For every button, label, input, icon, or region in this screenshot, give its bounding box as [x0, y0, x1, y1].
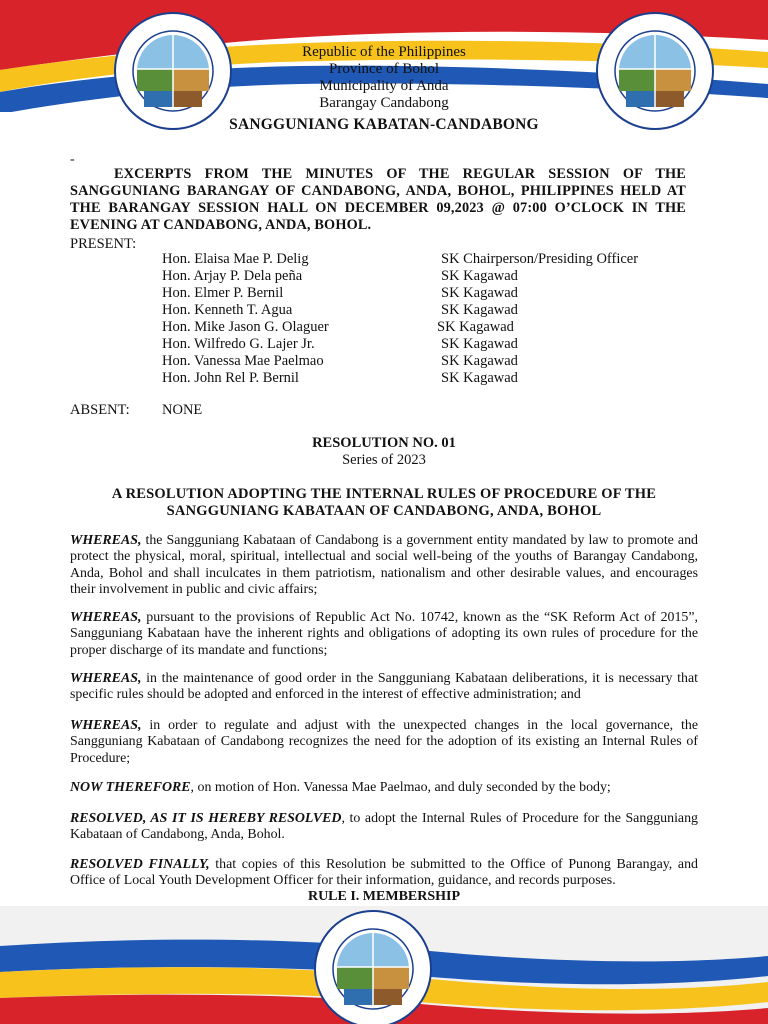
- clause-text: , on motion of Hon. Vanessa Mae Paelmao, and duly seconded by the body;: [190, 780, 611, 795]
- clause-lead: NOW THEREFORE: [70, 780, 191, 795]
- attendee-row: [162, 251, 682, 268]
- attendee-role: SK Kagawad: [441, 336, 518, 352]
- attendee-name: Hon. Arjay P. Dela peña: [162, 268, 303, 284]
- resolution-series: Series of 2023: [342, 452, 426, 468]
- resolved-finally-clause: [70, 857, 698, 890]
- letterhead-province: Province of Bohol: [329, 61, 439, 77]
- attendee-name: Hon. Wilfredo G. Lajer Jr.: [162, 336, 315, 352]
- attendee-name: Hon. Mike Jason G. Olaguer: [162, 319, 329, 335]
- attendee-row: [162, 370, 682, 387]
- attendee-name: Hon. John Rel P. Bernil: [162, 370, 299, 386]
- attendee-list: [162, 251, 682, 387]
- clause-lead: WHEREAS,: [70, 671, 142, 686]
- letterhead: [200, 44, 568, 112]
- letterhead-barangay: Barangay Candabong: [319, 95, 449, 111]
- clause-text: the Sangguniang Kabataan of Candabong is a government entity mandated by law to promote and protect the physical, moral, spiritual, intellectual and social well-being of the youths of Barangay Candabong, Anda, Bohol and shall inculcates in them patriotism, nationalism and other desirable values, and encourages their involvement in public and civic affairs;: [70, 533, 698, 598]
- absent-label: ABSENT:: [70, 402, 130, 418]
- attendee-role: SK Kagawad: [441, 285, 518, 301]
- clause-lead: WHEREAS,: [70, 610, 142, 625]
- attendee-role: SK Kagawad: [441, 353, 518, 369]
- attendee-row: [162, 285, 682, 302]
- attendee-name: Hon. Elmer P. Bernil: [162, 285, 284, 301]
- rule-heading: RULE I. MEMBERSHIP: [307, 889, 461, 904]
- attendee-name: Hon. Kenneth T. Agua: [162, 302, 293, 318]
- attendee-row: [162, 353, 682, 370]
- clause-lead: WHEREAS,: [70, 533, 142, 548]
- barangay-seal-right: [596, 12, 714, 130]
- present-label: PRESENT:: [70, 236, 137, 252]
- council-title: SANGGUNIANG KABATAN-CANDABONG: [229, 116, 539, 133]
- absent-value: NONE: [162, 402, 203, 418]
- resolved-clause: [70, 811, 698, 844]
- clause-lead: RESOLVED, AS IT IS HEREBY RESOLVED: [70, 811, 342, 826]
- letterhead-municipality: Municipality of Anda: [319, 78, 449, 94]
- attendee-role: SK Chairperson/Presiding Officer: [441, 251, 639, 267]
- attendee-row: [162, 319, 682, 336]
- clause-lead: WHEREAS,: [70, 718, 142, 733]
- attendee-row: [162, 302, 682, 319]
- whereas-clause: [70, 533, 698, 599]
- attendee-row: [162, 336, 682, 353]
- resolution-number: RESOLUTION NO. 01: [312, 435, 456, 451]
- resolution-title: A RESOLUTION ADOPTING THE INTERNAL RULES OF PROCEDURE OF THE SANGGUNIANG KABATAAN OF CANDABONG, ANDA, BOHOL: [111, 486, 657, 519]
- clause-text: in order to regulate and adjust with the unexpected changes in the local governance, the Sangguniang Kabataan of Candabong recognizes the need for the adoption of its existing an Internal Rules of Procedure;: [70, 718, 698, 766]
- attendee-role: SK Kagawad: [441, 370, 518, 386]
- attendee-role: SK Kagawad: [441, 268, 518, 284]
- attendee-name: Hon. Vanessa Mae Paelmao: [162, 353, 324, 369]
- attendee-row: [162, 268, 682, 285]
- clause-text: that copies of this Resolution be submitted to the Office of Punong Barangay, and Office of Local Youth Development Officer for their information, guidance, and records purposes.: [70, 857, 698, 889]
- whereas-clause: [70, 671, 698, 704]
- whereas-clause: [70, 610, 698, 659]
- attendee-name: Hon. Elaisa Mae P. Delig: [162, 251, 309, 267]
- dash-mark: -: [70, 152, 75, 167]
- clause-text: in the maintenance of good order in the Sangguniang Kabataan deliberations, it is necessary that specific rules should be adopted and enforced in the interest of effective administration; and: [70, 671, 698, 703]
- clause-text: pursuant to the provisions of Republic Act No. 10742, known as the “SK Reform Act of 2015”, Sangguniang Kabataan have the inherent rights and obligations of adopting its own rules of procedure for the proper discharge of its mandate and functions;: [70, 610, 698, 658]
- minutes-excerpt-heading: EXCERPTS FROM THE MINUTES OF THE REGULAR SESSION OF THE SANGGUNIANG BARANGAY OF CANDABONG, ANDA, BOHOL, PHILIPPINES HELD AT THE BARANGAY SESSION HALL ON DECEMBER 09,2023 @ 07:00 O’CLOCK IN THE EVENING AT CANDABONG, ANDA, BOHOL.: [70, 166, 686, 233]
- whereas-clause: [70, 718, 698, 767]
- clause-lead: RESOLVED FINALLY,: [70, 857, 210, 872]
- barangay-seal-bottom: [314, 910, 432, 1024]
- attendee-role: SK Kagawad: [437, 319, 514, 335]
- letterhead-country: Republic of the Philippines: [302, 44, 466, 60]
- now-therefore-clause: [70, 780, 698, 796]
- clause-text: , to adopt the Internal Rules of Procedure for the Sangguniang Kabataan of Candabong, Anda, Bohol.: [70, 811, 698, 843]
- attendee-role: SK Kagawad: [441, 302, 518, 318]
